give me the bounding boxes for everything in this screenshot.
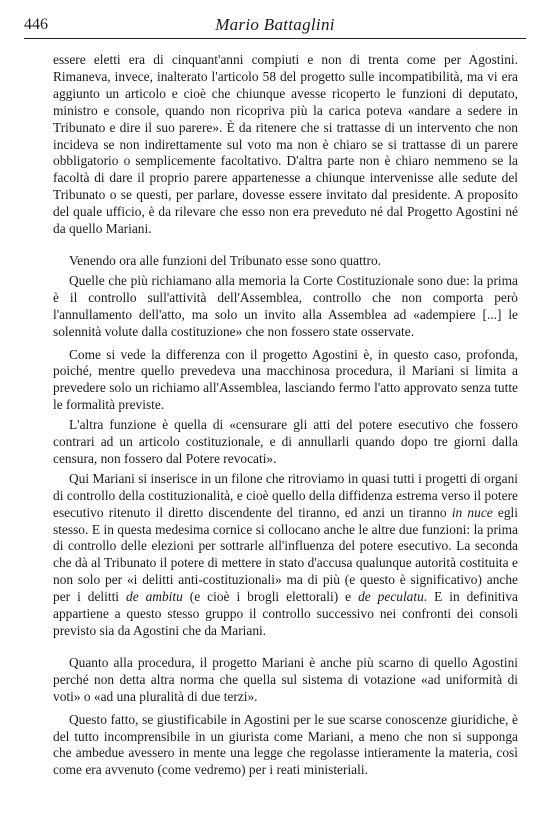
body-text (53, 52, 518, 779)
paragraph: Qui Mariani si inserisce in un filone che ritroviamo in quasi tutti i progetti di organi di controllo della costituzionalità, e cioè quello della diffidenza estrema verso il potere esecutivo ritenuto il diretto discendente del tiranno, ed anzi un tiranno in nuce egli stesso. E in questa medesima cornice si collocano anche le altre due funzioni: la prima di controllo delle elezioni per sottrarle all'influenza del potere esecutivo. La seconda che dà al Tribunato il potere di mettere in stato d'accusa qualunque autorità costituita e non solo per «i delitti anti-costituzionali» ma di più (e questo è significativo) anche per i delitti de ambitu (e cioè i brogli elettorali) e de peculatu. E in definitiva appartiene a questo stesso gruppo il controllo successivo nei confronti dei consoli previsto sia da Agostini che da Mariani. (53, 470, 518, 638)
page-header (24, 14, 526, 39)
paragraph: L'altra funzione è quella di «censurare gli atti del potere esecutivo che fossero contrari ad un articolo costituzionale, e di annullarli quando dopo tre giorni dalla censura, non fossero dal Potere revocati». (53, 417, 518, 466)
paragraph: Quelle che più richiamano alla memoria la Corte Costituzionale sono due: la prima è il controllo sull'attività dell'Assemblea, controllo che non comporta però l'annullamento dell'atto, ma solo un invito alla Assemblea ad «adempiere [...] le solennità volute dalla costituzione» che non fossero state osservate. (53, 272, 518, 339)
page-number: 446 (24, 16, 48, 33)
paragraph: Questo fatto, se giustificabile in Agostini per le sue scarse conoscenze giuridiche, è del tutto incomprensibile in un giurista come Mariani, a meno che non si supponga che ambedue avessero in mente una legge che regolasse intieramente la materia, così come era avvenuto (come vedremo) per i reati ministeriali. (53, 711, 518, 778)
paragraph: Venendo ora alle funzioni del Tribunato esse sono quattro. (69, 252, 382, 268)
paragraph: Come si vede la differenza con il progetto Agostini è, in questo caso, profonda, poiché, mentre quello prevedeva una macchinosa procedura, il Mariani si limita a prevedere solo un richiamo all'Assemblea, lasciando fermo l'atto approvato senza tutte le formalità previste. (53, 346, 518, 413)
paragraph: essere eletti era di cinquant'anni compiuti e non di trenta come per Agostini. Rimaneva, invece, inalterato l'articolo 58 del progetto sulle incompatibilità, ma vi era aggiunto un articolo e cioè che chiunque avesse ricoperto le funzioni di deputato, ministro e console, quando non ricopriva più la carica poteva «andare a sedere in Tribunato e dire il suo parere». È da ritenere che si trattasse di un intervento che non incideva se non indirettamente sul voto ma non è chiaro se si trattasse di un parere obbligatorio o semplicemente facoltativo. D'altra parte non è chiaro nemmeno se la facoltà di dare il proprio parere appartenesse a chiunque intervenisse alle sedute del Tribunato o se questi, per parlare, dovesse essere invitato dal presidente. A proposito del quale ufficio, è da rilevare che esso non era preveduto né dal Progetto Agostini né da quello Mariani. (53, 52, 518, 237)
running-title: Mario Battaglini (215, 15, 335, 34)
paragraph: Quanto alla procedura, il progetto Mariani è anche più scarno di quello Agostini perché non detta altra norma che quella sul sistema di votazione «ad uniformità di voti» o «ad una pluralità di due terzi». (53, 654, 518, 704)
